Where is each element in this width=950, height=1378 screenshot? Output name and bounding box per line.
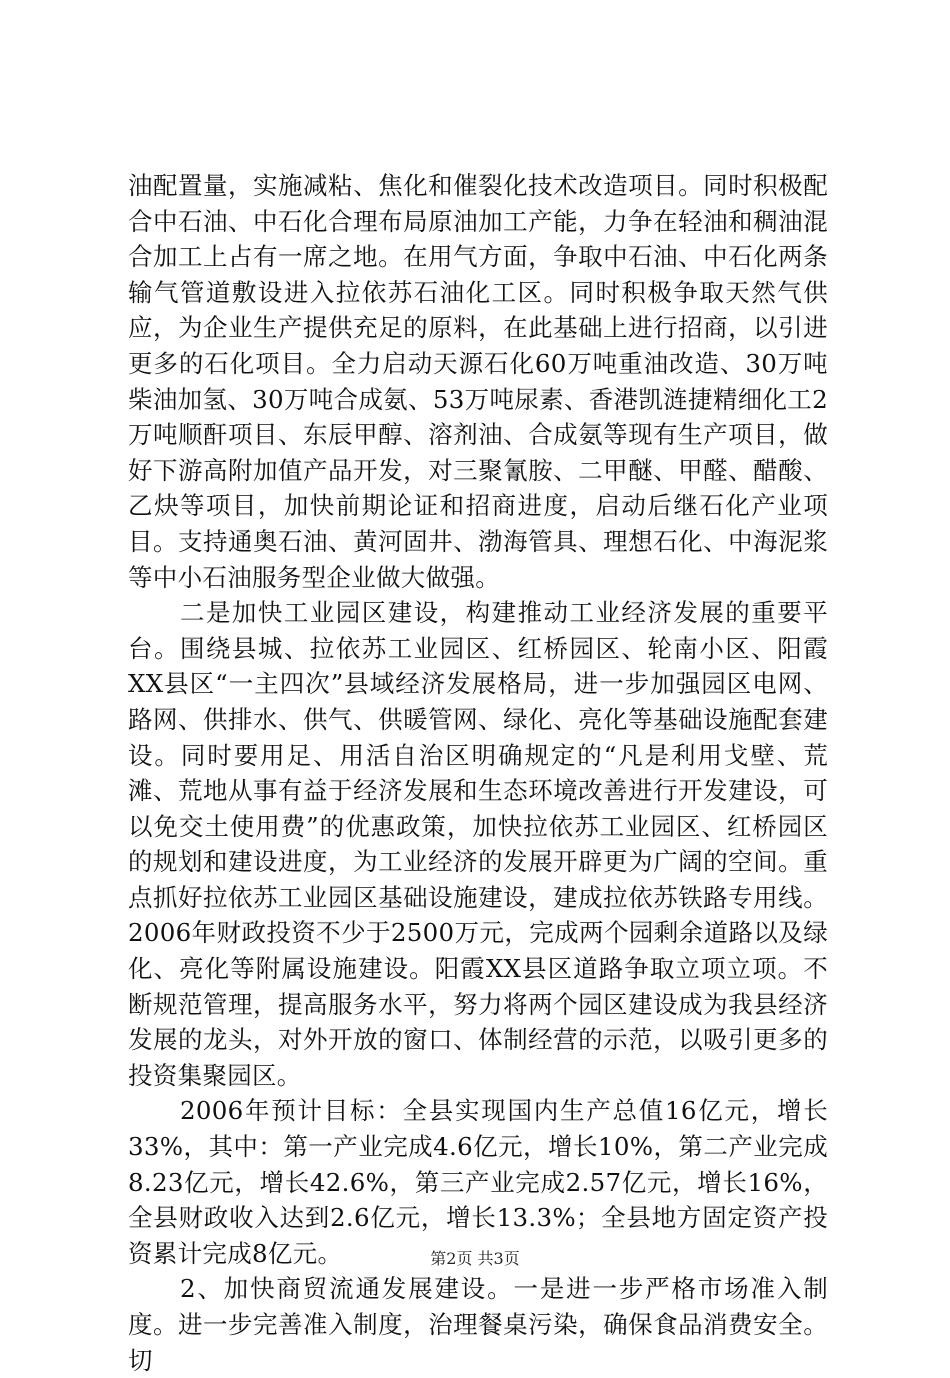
paragraph-2006-targets: 2006年预计目标：全县实现国内生产总值16亿元，增长33%，其中：第一产业完成4.6亿元，增长10%，第二产业完成8.23亿元，增长42.6%，第三产业完成2.57亿元，增长16%，全县财政收入达到2.6亿元，增长13.3%；全县地方固定资产投资累计完成8亿元。 bbox=[128, 1096, 828, 1268]
paragraph-industrial-park: 二是加快工业园区建设，构建推动工业经济发展的重要平台。围绕县城、拉依苏工业园区、红桥园区、轮南小区、阳霞XX县区“一主四次”县域经济发展格局，进一步加强园区电网、路网、供排水、供气、供暖管网、绿化、亮化等基础设施配套建设。同时要用足、用活自治区明确规定的“凡是利用戈壁、荒滩、荒地从事有益于经济发展和生态环境改善进行开发建设，可以免交土使用费”的优惠政策，加快拉依苏工业园区、红桥园区的规划和建设进度，为工业经济的发展开辟更为广阔的空间。重点抓好拉依苏工业园区基础设施建设，建成拉依苏铁路专用线。2006年财政投资不少于2500万元，完成两个园剩余道路以及绿化、亮化等附属设施建设。阳霞XX县区道路争取立项立项。不断规范管理，提高服务水平，努力将两个园区建设成为我县经济发展的龙头，对外开放的窗口、体制经营的示范，以吸引更多的投资集聚园区。 bbox=[128, 598, 828, 1090]
paragraph-petrochemical-projects: 油配置量，实施减粘、焦化和催裂化技术改造项目。同时积极配合中石油、中石化合理布局原油加工产能，力争在轻油和稠油混合加工上占有一席之地。在用气方面，争取中石油、中石化两条输气管道敷设进入拉依苏石油化工区。同时积极争取天然气供应，为企业生产提供充足的原料，在此基础上进行招商，以引进更多的石化项目。全力启动天源石化60万吨重油改造、30万吨柴油加氢、30万吨合成氨、53万吨尿素、香港凯涟捷精细化工2万吨顺酐项目、东辰甲醇、溶剂油、合成氨等现有生产项目，做好下游高附加值产品开发，对三聚氰胺、二甲醚、甲醛、醋酸、乙炔等项目，加快前期论证和招商进度，启动后继石化产业项目。支持通奥石油、黄河固井、渤海管具、理想石化、中海泥浆等中小石油服务型企业做大做强。 bbox=[128, 171, 828, 592]
document-body bbox=[128, 168, 828, 1378]
paragraph-commerce-circulation: 2、加快商贸流通发展建设。一是进一步严格市场准入制度。进一步完善准入制度，治理餐桌污染，确保食品消费安全。切 bbox=[128, 1274, 828, 1375]
page-footer: 第2页 共3页 bbox=[430, 1249, 520, 1268]
